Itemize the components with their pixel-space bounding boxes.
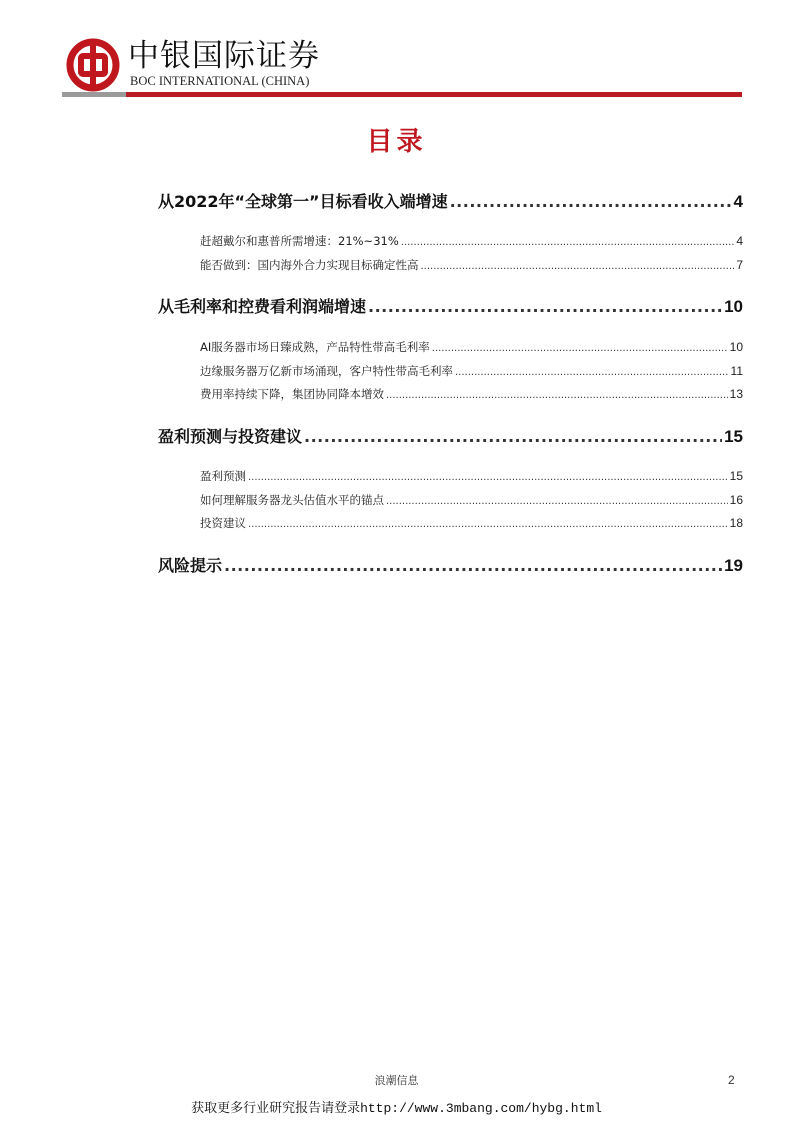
toc-section-label: 从毛利率和控费看利润端增速 — [158, 297, 367, 316]
toc-section-label: 风险提示 — [158, 556, 223, 575]
dot-leader — [421, 259, 735, 275]
toc-item-3-1[interactable] — [200, 468, 743, 486]
footer-company: 浪潮信息 — [374, 1074, 419, 1087]
toc-section-page: 4 — [733, 192, 743, 211]
dot-leader — [368, 296, 722, 318]
report-header — [0, 0, 793, 100]
toc-item-label: 投资建议 — [200, 516, 246, 530]
toc-item-label: 边缘服务器万亿新市场涌现，客户特性带高毛利率 — [200, 364, 453, 378]
toc-section-label: 从2022年“全球第一”目标看收入端增速 — [158, 192, 448, 211]
toc-section-page: 10 — [724, 297, 743, 316]
toc-item-page: 13 — [729, 387, 743, 401]
toc-section-1[interactable] — [158, 191, 743, 213]
toc-item-1-1[interactable] — [200, 233, 743, 251]
toc-section-4[interactable] — [158, 555, 743, 577]
dot-leader — [450, 191, 732, 213]
dot-leader — [432, 341, 728, 357]
toc-section-page: 15 — [724, 427, 743, 446]
header-rule-red — [126, 92, 742, 97]
brand-name-english: BOC INTERNATIONAL (CHINA) — [130, 74, 310, 88]
toc-item-page: 7 — [736, 258, 743, 272]
footer-page-number: 2 — [728, 1073, 735, 1087]
header-rule-gray — [62, 92, 126, 97]
dot-leader — [224, 555, 722, 577]
toc-item-page: 11 — [730, 364, 743, 378]
toc-item-label: 能否做到：国内海外合力实现目标确定性高 — [200, 258, 419, 272]
boc-logo-icon — [66, 38, 120, 92]
footer-promo-text: 获取更多行业研究报告请登录 — [191, 1101, 361, 1116]
dot-leader — [304, 426, 722, 448]
dot-leader — [248, 517, 728, 533]
dot-leader — [386, 388, 728, 404]
toc-item-page: 16 — [729, 493, 743, 507]
toc-item-2-2[interactable] — [200, 363, 743, 381]
dot-leader — [386, 494, 728, 510]
toc-item-3-2[interactable] — [200, 492, 743, 510]
toc-item-2-3[interactable] — [200, 386, 743, 404]
dot-leader — [401, 235, 735, 251]
dot-leader — [248, 470, 728, 486]
dot-leader — [455, 365, 729, 381]
footer-promo-link[interactable]: http://www.3mbang.com/hybg.html — [360, 1101, 602, 1116]
toc-section-3[interactable] — [158, 426, 743, 448]
toc-item-3-3[interactable] — [200, 515, 743, 533]
toc-item-2-1[interactable] — [200, 339, 743, 357]
toc-section-page: 19 — [724, 556, 743, 575]
toc-item-page: 4 — [736, 234, 743, 248]
toc-item-label: AI服务器市场日臻成熟，产品特性带高毛利率 — [200, 340, 430, 354]
toc-item-page: 10 — [729, 340, 743, 354]
toc-item-1-2[interactable] — [200, 257, 743, 275]
brand-name-chinese: 中银国际证券 — [128, 38, 320, 74]
toc-section-label: 盈利预测与投资建议 — [158, 427, 303, 446]
toc-section-2[interactable] — [158, 296, 743, 318]
toc-item-page: 15 — [729, 469, 743, 483]
toc-item-label: 赶超戴尔和惠普所需增速：21%~31% — [200, 234, 399, 248]
toc-item-label: 盈利预测 — [200, 469, 246, 483]
toc-item-label: 费用率持续下降，集团协同降本增效 — [200, 387, 384, 401]
toc-title: 目录 — [366, 127, 427, 157]
toc-item-label: 如何理解服务器龙头估值水平的锚点 — [200, 493, 384, 507]
footer-promo — [0, 1100, 793, 1118]
toc-item-page: 18 — [729, 516, 743, 530]
